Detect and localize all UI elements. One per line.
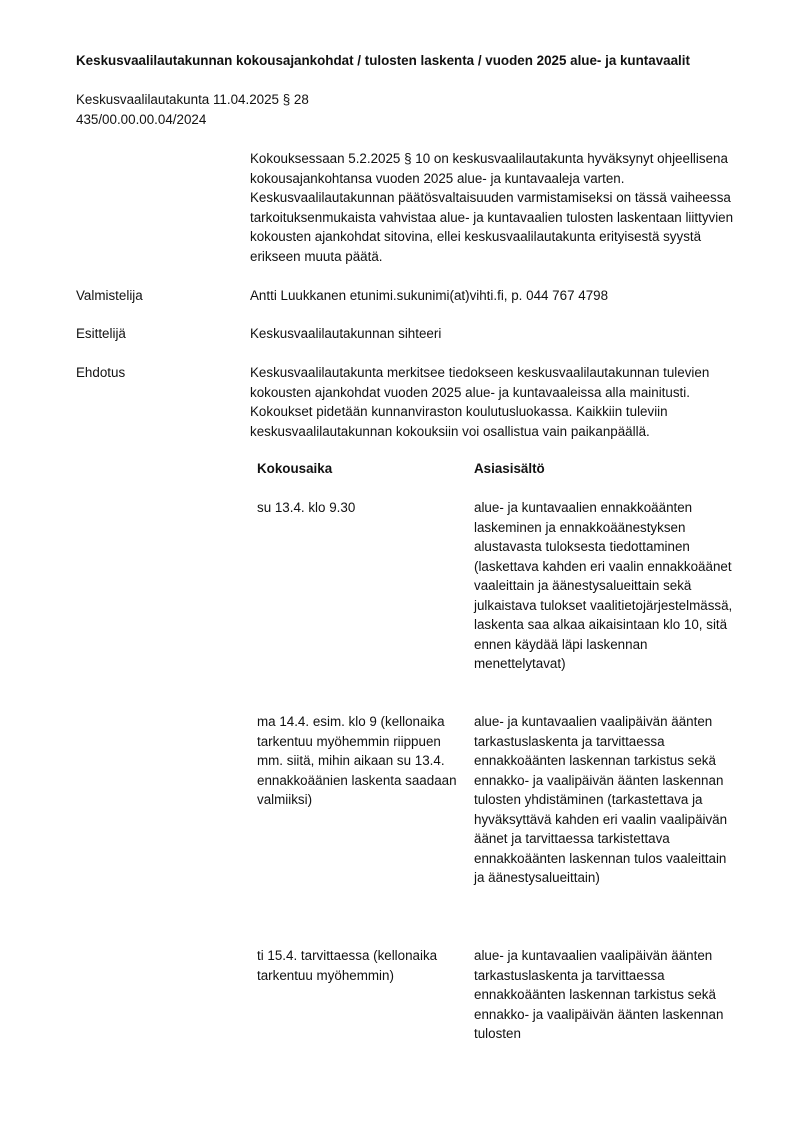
agenda-content-cell: alue- ja kuntavaalien ennakkoäänten laskeminen ja ennakkoäänestyksen alustavasta tuloksesta tiedottaminen (laskettava kahden eri vaalin ennakkoäänet vaaleittain ja äänestysalueittain sekä julkaistava tulokset vaalitietojärjestelmässä, laskenta saa alkaa aikaisintaan klo 10, sitä ennen käydää läpi laskennan menettelytavat) (474, 500, 733, 671)
agenda-content-cell: alue- ja kuntavaalien vaalipäivän äänten tarkastuslaskenta ja tarvittaessa ennakkoäänten laskennan tarkistus sekä ennakko- ja vaalipäivän äänten laskennan tulosten yhdistäminen (tarkastettava ja hyväksyttävä kahden eri vaalin vaalipäivän äänet ja tarvittaessa tarkistettava ennakkoäänten laskennan tulos vaaleittain ja äänestysalueittain) (474, 714, 728, 885)
meeting-time-cell: ti 15.4. tarvittaessa (kellonaika tarkentuu myöhemmin) (257, 948, 438, 983)
meeting-time-cell: su 13.4. klo 9.30 (257, 500, 356, 515)
preparer-value: Antti Luukkanen etunimi.sukunimi(at)vihti.fi, p. 044 767 4798 (250, 288, 609, 303)
document-title: Keskusvaalilautakunnan kokousajankohdat / tulosten laskenta / vuoden 2025 alue- ja kuntavaalit (76, 53, 690, 68)
presenter-label: Esittelijä (76, 326, 126, 341)
proposal-paragraph: Keskusvaalilautakunta merkitsee tiedokseen keskusvaalilautakunnan tulevien kokousten ajankohdat vuoden 2025 alue- ja kuntavaaleissa alla mainitusti. Kokoukset pidetään kunnanviraston koulutusluokassa. Kaikkiin tuleviin keskusvaalilautakunnan kokouksiin voi osallistua vain paikanpäällä. (250, 365, 710, 439)
proposal-label: Ehdotus (76, 365, 126, 380)
case-number: 435/00.00.00.04/2024 (76, 111, 207, 127)
document-meta (76, 90, 309, 129)
presenter-value: Keskusvaalilautakunnan sihteeri (250, 326, 442, 341)
intro-paragraph: Kokouksessaan 5.2.2025 § 10 on keskusvaalilautakunta hyväksynyt ohjeellisena kokousajankohtansa vuoden 2025 alue- ja kuntavaaleja varten. Keskusvaalilautakunnan päätösvaltaisuuden varmistamiseksi on tässä vaiheessa tarkoituksenmukaista vahvistaa alue- ja kuntavaalien tulosten laskentaan liittyvien kokousten ajankohdat sitovina, ellei keskusvaalilautakunta erityisestä syystä erikseen muuta päätä. (250, 151, 734, 264)
preparer-label: Valmistelija (76, 288, 143, 303)
meeting-time-cell: ma 14.4. esim. klo 9 (kellonaika tarkentuu myöhemmin riippuen mm. siitä, mihin aikaan su 13.4. ennakkoäänien laskenta saadaan valmiiksi) (257, 714, 457, 807)
agenda-content-cell: alue- ja kuntavaalien vaalipäivän äänten tarkastuslaskenta ja tarvittaessa ennakkoäänten laskennan tarkistus sekä ennakko- ja vaalipäivän äänten laskennan tulosten (474, 948, 724, 1041)
meeting-reference: Keskusvaalilautakunta 11.04.2025 § 28 (76, 92, 309, 107)
header-agenda-content: Asiasisältö (474, 461, 545, 476)
header-meeting-time: Kokousaika (257, 461, 333, 476)
